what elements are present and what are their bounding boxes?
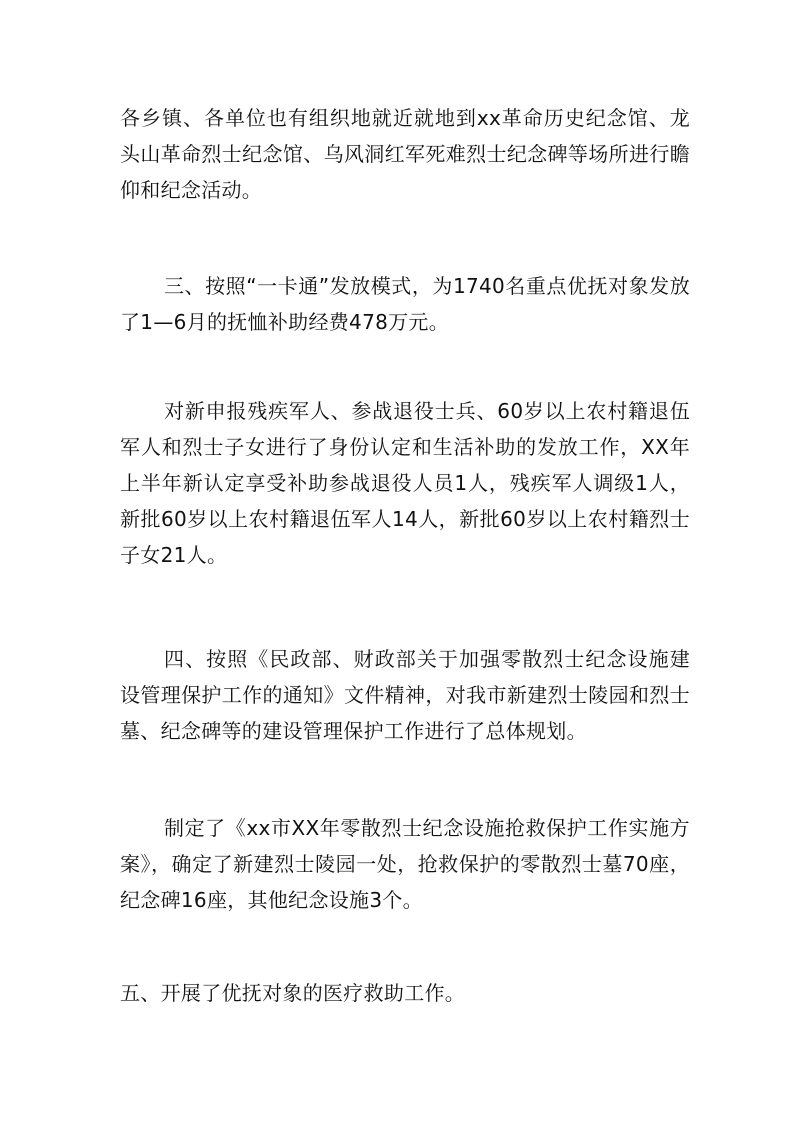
paragraph-implementation-plan: 制定了《xx市XX年零散烈士纪念设施抢救保护工作实施方案》，确定了新建烈士陵园一处，抢救保护的零散烈士墓70座，纪念碑16座，其他纪念设施3个。 [120, 816, 690, 912]
paragraph-section-three-card-payment: 三、按照“一卡通”发放模式，为1740名重点优抚对象发放了1—6月的抚恤补助经费478万元。 [120, 274, 690, 334]
paragraph-memorial-activities: 各乡镇、各单位也有组织地就近就地到xx革命历史纪念馆、龙头山革命烈士纪念馆、乌风洞红军死难烈士纪念碑等场所进行瞻仰和纪念活动。 [120, 106, 690, 202]
paragraph-section-four-facilities: 四、按照《民政部、财政部关于加强零散烈士纪念设施建设管理保护工作的通知》文件精神，对我市新建烈士陵园和烈士墓、纪念碑等的建设管理保护工作进行了总体规划。 [120, 647, 690, 743]
paragraph-identity-verification: 对新申报残疾军人、参战退役士兵、60岁以上农村籍退伍军人和烈士子女进行了身份认定和生活补助的发放工作，XX年上半年新认定享受补助参战退役人员1人，残疾军人调级1人，新批60岁以上农村籍退伍军人14人，新批60岁以上农村籍烈士子女21人。 [120, 399, 690, 567]
paragraph-section-five-medical-aid: 五、开展了优抚对象的医疗救助工作。 [120, 981, 466, 1005]
